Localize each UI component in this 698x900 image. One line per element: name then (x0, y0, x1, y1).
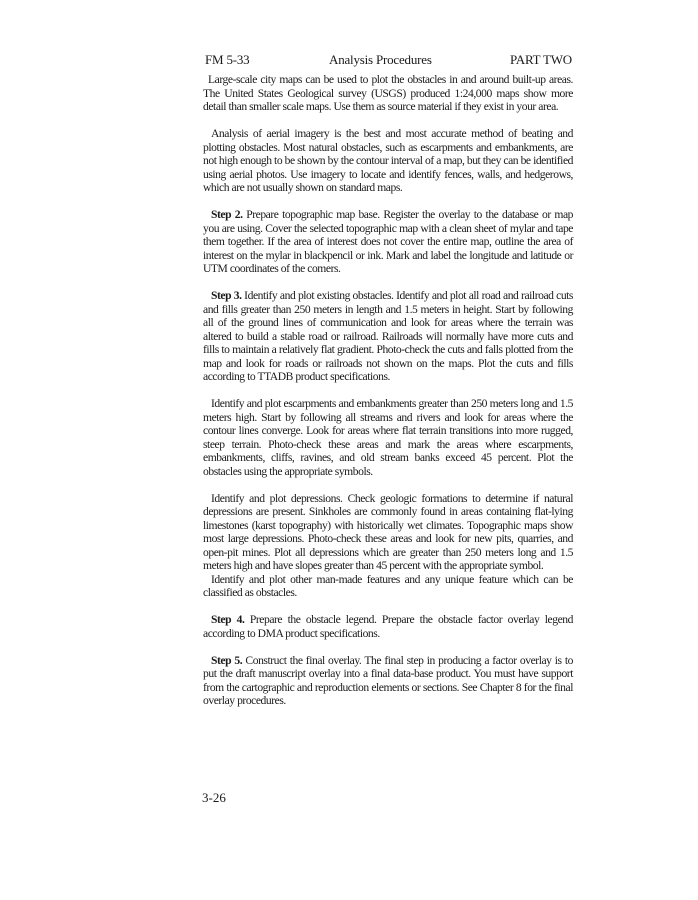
step-4-text: Prepare the obstacle legend. Prepare the obstacle factor overlay legend according to DMA product specifications. (203, 613, 573, 640)
paragraph-step-4 (203, 613, 573, 640)
paragraph-aerial-imagery: Analysis of aerial imagery is the best and most accurate method of beating and plotting obstacles. Most natural obstacles, such as escarpments and embankments, are not high enough to be shown by the contour interval of a map, but they can be identified using aerial photos. Use imagery to locate and identify fences, walls, and hedgerows, which are not usually shown on standard maps. (203, 127, 573, 194)
step-4-label: Step 4. (211, 613, 245, 626)
step-2-label: Step 2. (211, 208, 243, 221)
part-label: PART TWO (509, 52, 572, 67)
paragraph-step-5 (203, 654, 573, 708)
paragraph-city-maps: Large-scale city maps can be used to plot the obstacles in and around built-up areas. The United States Geological survey (USGS) produced 1:24,000 maps show more detail than smaller scale maps. Use them as source material if they exist in your area. (203, 73, 573, 113)
step-3-label: Step 3. (211, 289, 242, 302)
step-2-text: Prepare topographic map base. Register the overlay to the database or map you are using. Cover the selected topographic map with a clean sheet of mylar and tape them together. If the area of interest does not cover the entire map, outline the area of interest on the mylar in blackpencil or ink. Mark and label the longitude and latitude or UTM coordinates of the comers. (203, 208, 573, 275)
page-number: 3-26 (202, 790, 226, 805)
step-5-label: Step 5. (211, 653, 243, 667)
step-5-text: Construct the final overlay. The final step in producing a factor overlay is to put the draft manuscript overlay into a final data-base product. You must have support from the cartographic and reproduction elements or sections. See Chapter 8 for the final overlay procedures. (203, 653, 573, 707)
paragraph-man-made-features: Identify and plot other man-made features and any unique feature which can be classified as obstacles. (203, 572, 573, 599)
paragraph-escarpments: Identify and plot escarpments and embankments greater than 250 meters long and 1.5 meters high. Start by following all streams and rivers and look for areas where the contour lines converge. Look for areas where flat terrain transitions into more rugged, steep terrain. Photo-check these areas and mark the areas where escarpments, embankments, cliffs, ravines, and old stream banks exceed 45 percent. Plot the obstacles using the appropriate symbols. (203, 397, 573, 478)
paragraph-step-2 (203, 208, 573, 276)
body-text (203, 73, 573, 721)
page-header (205, 52, 572, 70)
section-title: Analysis Procedures (329, 52, 432, 67)
step-3-text: Identify and plot existing obstacles. Identify and plot all road and railroad cuts and fills greater than 250 meters in length and 1.5 meters in height. Start by following all of the ground lines of communication and look for areas where the terrain was altered to build a stable road or railroad. Railroads will normally have more cuts and fills to maintain a relatively flat gradient. Photo-check the cuts and falls plotted from the map and look for roads or railroads not shown on the maps. Plot the cuts and fills according to TTADB product specifications. (203, 289, 573, 383)
paragraph-step-3 (203, 289, 573, 384)
paragraph-depressions: Identify and plot depressions. Check geologic formations to determine if natural depressions are present. Sinkholes are commonly found in areas containing flat-lying limestones (karst topography) with historically wet climates. Topographic maps show most large depressions. Photo-check these areas and look for new pits, quarries, and open-pit mines. Plot all depressions which are greater than 250 meters long and 1.5 meters high and have slopes greater than 45 percent with the appropriate symbol. (203, 491, 573, 572)
manual-number: FM 5-33 (205, 52, 250, 67)
